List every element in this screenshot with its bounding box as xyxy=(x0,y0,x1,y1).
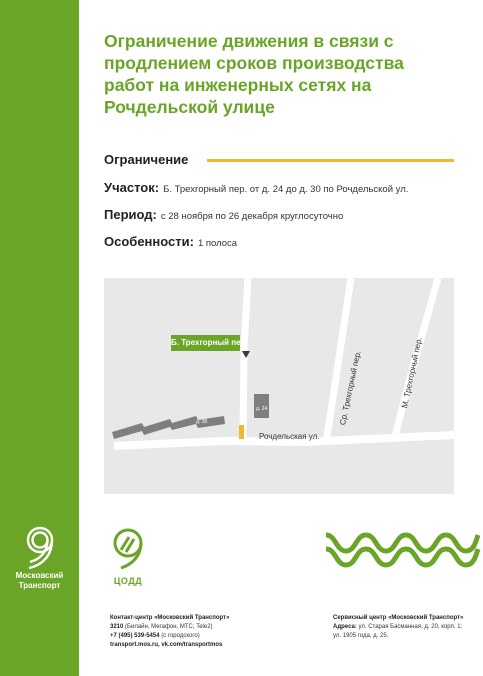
brand-name-line2: Транспорт xyxy=(18,581,61,590)
contact-landline-note: (с городского) xyxy=(161,633,200,639)
street-label-sr-trekhgorny: Ср. Трехгорный пер. xyxy=(338,349,363,426)
nine-logo-icon xyxy=(21,525,59,569)
building-24-label: д. 24 xyxy=(256,406,268,412)
service-center xyxy=(333,614,463,641)
callout-pointer-icon xyxy=(242,351,250,358)
codd-logo-icon xyxy=(105,527,151,569)
section-heading: Ограничение xyxy=(104,152,189,167)
brand-name-line1: Московский xyxy=(15,571,64,580)
contact-center xyxy=(110,614,229,650)
contact-operators: (Билайн, Мегафон, МТС, Tele2) xyxy=(125,624,213,630)
service-address-label: Адреса: xyxy=(333,624,357,630)
street-label-rochdelskaya: Рочдельская ул. xyxy=(259,432,320,441)
section-divider xyxy=(207,159,454,162)
page-title: Ограничение движения в связи с продлением сроков производства работ на инженерных сетях на Рочдельской улице xyxy=(104,31,404,117)
contact-sites[interactable]: transport.mos.ru, vk.com/transportmos xyxy=(110,642,223,648)
codd-name: ЦОДД xyxy=(113,576,143,586)
brand-name xyxy=(0,571,79,591)
metro-wave-icon xyxy=(322,527,482,575)
street-label-m-trekhgorny: М. Трехгорный пер. xyxy=(400,336,424,409)
features-row xyxy=(104,234,237,249)
map xyxy=(104,278,454,494)
features-label: Особенности: xyxy=(104,234,194,249)
period-label: Период: xyxy=(104,207,157,222)
service-title: Сервисный центр «Московский Транспорт» xyxy=(333,615,464,621)
moscow-transport-logo xyxy=(0,525,79,591)
contact-number-1: 3210 xyxy=(110,624,124,630)
features-value: 1 полоса xyxy=(197,238,238,249)
service-address-line1: ул. Старая Басманная, д. 20, корп. 1; xyxy=(358,624,463,630)
codd-logo xyxy=(103,527,153,586)
building-30-label: д. 30 xyxy=(196,419,208,425)
service-address-line2: ул. 1905 года, д. 25. xyxy=(333,633,389,639)
sidebar xyxy=(0,0,79,676)
building-30 xyxy=(112,416,225,439)
area-label: Участок: xyxy=(104,180,160,195)
map-canvas xyxy=(104,278,454,494)
contact-number-2: +7 (495) 539-5454 xyxy=(110,633,160,639)
contact-title: Контакт-центр «Московский Транспорт» xyxy=(110,615,230,621)
street-b-trekhgorny xyxy=(243,278,248,443)
period-value: с 28 ноября по 26 декабря круглосуточно xyxy=(160,211,344,222)
closure-marker xyxy=(239,425,244,439)
area-value: Б. Трехгорный пер. от д. 24 до д. 30 по Рочдельской ул. xyxy=(163,184,409,195)
area-row xyxy=(104,180,408,195)
period-row xyxy=(104,207,343,222)
street-callout: Б. Трехгорный пер. xyxy=(171,335,240,351)
